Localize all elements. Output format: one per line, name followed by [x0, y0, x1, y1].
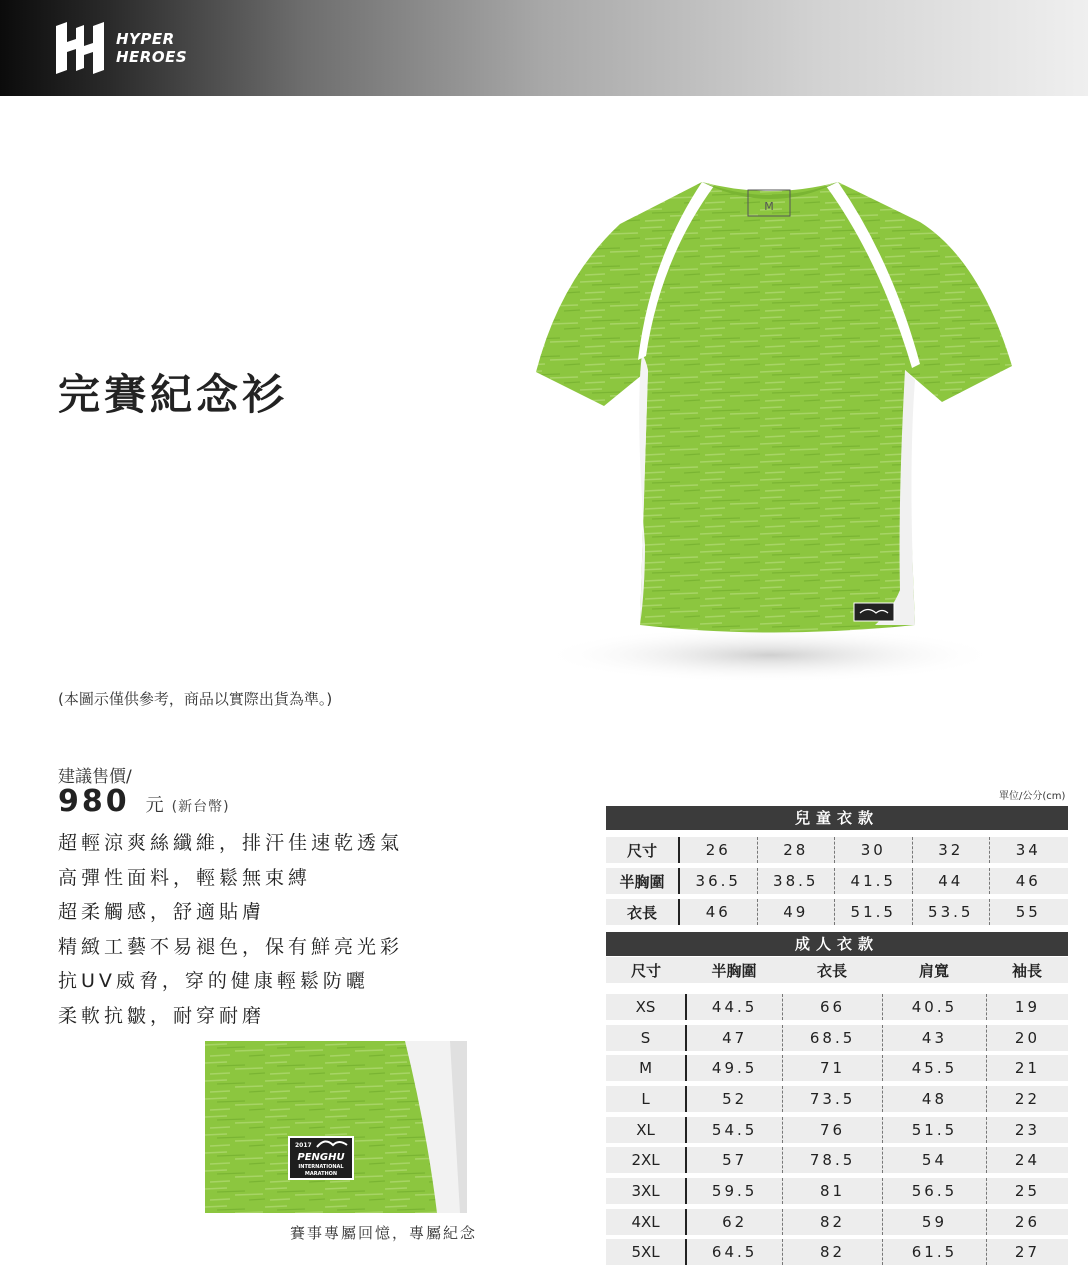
kids-row-length: [606, 899, 1068, 925]
adult-cell: 62: [687, 1209, 783, 1235]
adult-cell: 66: [783, 994, 883, 1020]
badge-name: PENGHU: [297, 1152, 345, 1163]
price-row: [58, 784, 230, 819]
adult-cell: S: [606, 1025, 687, 1051]
header-bar: [0, 0, 1088, 96]
kids-row-chest: [606, 868, 1068, 894]
adult-cell: 20: [1014, 1029, 1040, 1047]
shirt-illustration: [520, 170, 1020, 700]
feature-item: 抗UV威脅，穿的健康輕鬆防曬: [58, 970, 369, 992]
adult-table-title: 成人衣款: [606, 932, 1068, 956]
adult-cell: 40.5: [883, 994, 987, 1020]
kids-cell: 46: [1015, 872, 1041, 890]
adult-header-cell: 尺寸: [630, 961, 661, 980]
kids-cell: 30: [835, 837, 913, 863]
adult-cell: 22: [1014, 1090, 1040, 1108]
adult-header-cell: 半胸圍: [711, 961, 757, 980]
adult-cell: 47: [687, 1025, 783, 1051]
adult-cell: 27: [1014, 1243, 1040, 1261]
adult-cell: 81: [783, 1178, 883, 1204]
adult-cell: 21: [1014, 1059, 1040, 1077]
adult-cell: 56.5: [883, 1178, 987, 1204]
adult-cell: 68.5: [783, 1025, 883, 1051]
feature-item: 超柔觸感，舒適貼膚: [58, 901, 266, 923]
adult-cell: 82: [783, 1209, 883, 1235]
kids-table-title: 兒童衣款: [606, 806, 1068, 830]
adult-cell: 26: [1014, 1213, 1040, 1231]
adult-cell: 54.5: [687, 1117, 783, 1143]
adult-cell: 52: [687, 1086, 783, 1112]
feature-list: [58, 826, 403, 1033]
adult-cell: 59: [883, 1209, 987, 1235]
adult-header-cell: 衣長: [816, 961, 847, 980]
kids-cell: 32: [913, 837, 991, 863]
feature-item: 高彈性面料，輕鬆無束縛: [58, 866, 312, 889]
badge-line-3: MARATHON: [304, 1171, 338, 1177]
kids-cell: 46: [680, 899, 758, 925]
adult-cell: 3XL: [606, 1178, 687, 1204]
kids-row-size: [606, 837, 1068, 863]
brand-line-1: HYPER: [116, 30, 175, 48]
brand-name: [116, 30, 187, 66]
adult-cell: 43: [883, 1025, 987, 1051]
price-label: 建議售價/: [58, 767, 132, 787]
kids-cell: 49: [758, 899, 836, 925]
adult-cell: 44.5: [687, 994, 783, 1020]
kids-cell: 51.5: [835, 899, 913, 925]
image-disclaimer: (本圖示僅供參考，商品以實際出貨為準。): [58, 690, 333, 708]
adult-row: [606, 1239, 1068, 1265]
adult-cell: 24: [1014, 1151, 1040, 1169]
kids-cell: 44: [913, 868, 991, 894]
kids-cell: 36.5: [680, 868, 758, 894]
adult-cell: L: [606, 1086, 687, 1112]
adult-cell: 51.5: [883, 1117, 987, 1143]
badge-line-2: INTERNATIONAL: [298, 1164, 344, 1170]
kids-cell: 41.5: [835, 868, 913, 894]
kids-cell: 38.5: [758, 868, 836, 894]
adult-cell: 59.5: [687, 1178, 783, 1204]
kids-cell: 26: [680, 837, 758, 863]
kids-cell: 34: [1015, 841, 1041, 859]
adult-cell: 45.5: [883, 1055, 987, 1081]
hyper-heroes-logo-icon: [54, 20, 106, 74]
adult-row: [606, 1117, 1068, 1143]
adult-cell: 48: [883, 1086, 987, 1112]
kids-cell: 28: [758, 837, 836, 863]
adult-cell: 5XL: [606, 1239, 687, 1265]
adult-cell: 49.5: [687, 1055, 783, 1081]
badge-year: 2017: [295, 1142, 312, 1149]
adult-table-header: [606, 957, 1068, 983]
adult-row: [606, 1086, 1068, 1112]
adult-cell: 25: [1014, 1182, 1040, 1200]
price-value: 980: [58, 784, 130, 819]
adult-cell: 78.5: [783, 1147, 883, 1173]
feature-item: 超輕涼爽絲纖維，排汗佳速乾透氣: [58, 832, 404, 854]
kids-row-label: 半胸圍: [606, 868, 680, 894]
kids-row-label: 衣長: [606, 899, 680, 925]
adult-cell: XS: [606, 994, 687, 1020]
kids-row-label: 尺寸: [606, 837, 680, 863]
adult-header-cell: 肩寬: [918, 961, 949, 980]
adult-cell: 64.5: [687, 1239, 783, 1265]
feature-item: 精緻工藝不易褪色，保有鮮亮光彩: [58, 935, 404, 958]
adult-cell: 54: [883, 1147, 987, 1173]
adult-cell: M: [606, 1055, 687, 1081]
kids-cell: 53.5: [913, 899, 991, 925]
adult-cell: 71: [783, 1055, 883, 1081]
adult-row: [606, 1209, 1068, 1235]
adult-header-cell: 袖長: [1011, 961, 1042, 980]
price-currency: (新台幣): [171, 799, 230, 815]
adult-cell: 73.5: [783, 1086, 883, 1112]
fabric-closeup-image: [205, 1041, 467, 1213]
brand-line-2: HEROES: [116, 48, 188, 66]
shirt-shadow: [540, 627, 1000, 683]
shirt-body: [536, 182, 1012, 633]
adult-cell: 76: [783, 1117, 883, 1143]
closeup-caption: 賽事專屬回憶，專屬紀念: [290, 1224, 478, 1242]
collar-tag-size: M: [764, 200, 774, 213]
adult-row: [606, 1147, 1068, 1173]
adult-cell: 57: [687, 1147, 783, 1173]
adult-cell: 23: [1014, 1121, 1040, 1139]
adult-row: [606, 994, 1068, 1020]
feature-item: 柔軟抗皺，耐穿耐磨: [58, 1004, 266, 1027]
price-unit: 元: [145, 795, 164, 816]
adult-row: [606, 1055, 1068, 1081]
product-title: 完賽紀念衫: [58, 370, 289, 419]
adult-row: [606, 1178, 1068, 1204]
adult-cell: 4XL: [606, 1209, 687, 1235]
adult-cell: XL: [606, 1117, 687, 1143]
adult-cell: 61.5: [883, 1239, 987, 1265]
kids-cell: 55: [1015, 903, 1041, 921]
adult-cell: 82: [783, 1239, 883, 1265]
unit-note: 單位/公分(cm): [999, 791, 1066, 802]
adult-row: [606, 1025, 1068, 1051]
adult-cell: 2XL: [606, 1147, 687, 1173]
adult-cell: 19: [1014, 998, 1040, 1016]
